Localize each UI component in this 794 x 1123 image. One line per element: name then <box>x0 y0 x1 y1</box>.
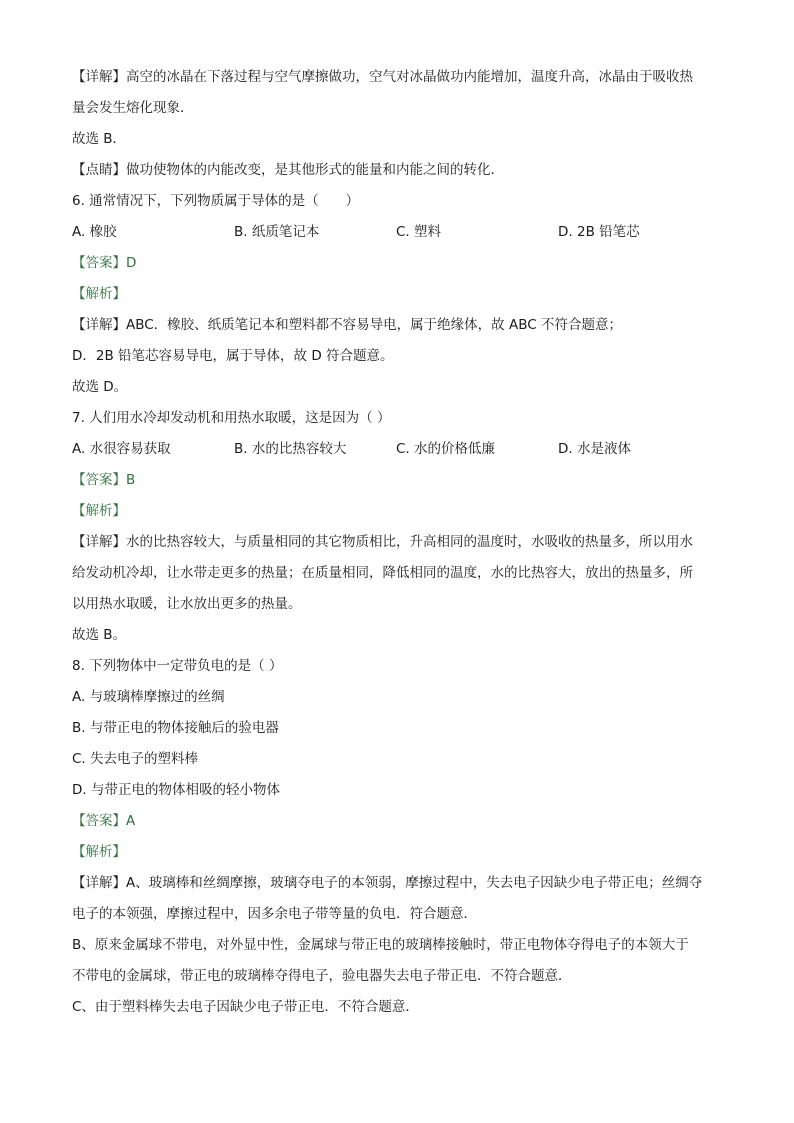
question-6-options <box>72 217 724 248</box>
question-7-detail-line: 给发动机冷却，让水带走更多的热量；在质量相同，降低相同的温度，水的比热容大，放出的热量多，所 <box>72 565 693 581</box>
text-line: 【点睛】做功使物体的内能改变，是其他形式的能量和内能之间的转化． <box>72 162 504 178</box>
question-8-detail-line: B、原来金属球不带电，对外显中性，金属球与带正电的玻璃棒接触时，带正电物体夺得电子的本领大于 <box>72 937 689 953</box>
question-6-detail-line: 故选 D。 <box>72 379 128 395</box>
question-6-detail-line: D．2B 铅笔芯容易导电，属于导体，故 D 符合题意。 <box>72 348 394 364</box>
question-8-stem: 8. 下列物体中一定带负电的是（ ） <box>72 658 283 674</box>
option-c: C. 失去电子的塑料棒 <box>72 751 199 767</box>
question-7-detail-line: 【详解】水的比热容较大，与质量相同的其它物质相比，升高相同的温度时，水吸收的热量多，所以用水 <box>72 534 693 550</box>
question-7-analysis-heading: 【解析】 <box>72 503 126 519</box>
option-d: D. 2B 铅笔芯 <box>558 224 640 240</box>
question-7-options <box>72 434 724 465</box>
question-8-detail-line: 电子的本领强，摩擦过程中，因多余电子带等量的负电．符合题意． <box>72 906 477 922</box>
question-7-detail-line: 以用热水取暖，让水放出更多的热量。 <box>72 596 302 612</box>
question-8-detail-line: 不带电的金属球，带正电的玻璃棒夺得电子，验电器失去电子带正电．不符合题意． <box>72 968 572 984</box>
question-6-detail-line: 【详解】ABC．橡胶、纸质笔记本和塑料都不容易导电，属于绝缘体，故 ABC 不符合题意； <box>72 317 622 333</box>
option-c: C. 塑料 <box>396 224 442 240</box>
option-b: B. 纸质笔记本 <box>234 224 320 240</box>
question-6-analysis-heading: 【解析】 <box>72 286 126 302</box>
text-line: 【详解】高空的冰晶在下落过程与空气摩擦做功，空气对冰晶做功内能增加，温度升高，冰晶由于吸收热 <box>72 69 693 85</box>
text-line: 故选 B． <box>72 131 127 147</box>
option-d: D. 与带正电的物体相吸的轻小物体 <box>72 782 280 798</box>
text-line: 量会发生熔化现象． <box>72 100 194 116</box>
option-c: C. 水的价格低廉 <box>396 441 496 457</box>
question-8-detail-line: C、由于塑料棒失去电子因缺少电子带正电．不符合题意． <box>72 999 419 1015</box>
option-a: A. 水很容易获取 <box>72 441 171 457</box>
question-6-answer: 【答案】D <box>72 255 137 271</box>
question-7-answer: 【答案】B <box>72 472 136 488</box>
question-7-detail-line: 故选 B。 <box>72 627 127 643</box>
option-a: A. 与玻璃棒摩擦过的丝绸 <box>72 689 225 705</box>
option-d: D. 水是液体 <box>558 441 631 457</box>
question-6-stem: 6. 通常情况下，下列物质属于导体的是（ ） <box>72 193 360 209</box>
option-a: A. 橡胶 <box>72 224 117 240</box>
question-7-stem: 7. 人们用水冷却发动机和用热水取暖，这是因为（ ） <box>72 410 391 426</box>
question-8-analysis-heading: 【解析】 <box>72 844 126 860</box>
question-8-answer: 【答案】A <box>72 813 136 829</box>
option-b: B. 与带正电的物体接触后的验电器 <box>72 720 279 736</box>
question-8-detail-line: 【详解】A、玻璃棒和丝绸摩擦，玻璃夺电子的本领弱，摩擦过程中，失去电子因缺少电子带正电；丝绸夺 <box>72 875 703 891</box>
option-b: B. 水的比热容较大 <box>234 441 347 457</box>
